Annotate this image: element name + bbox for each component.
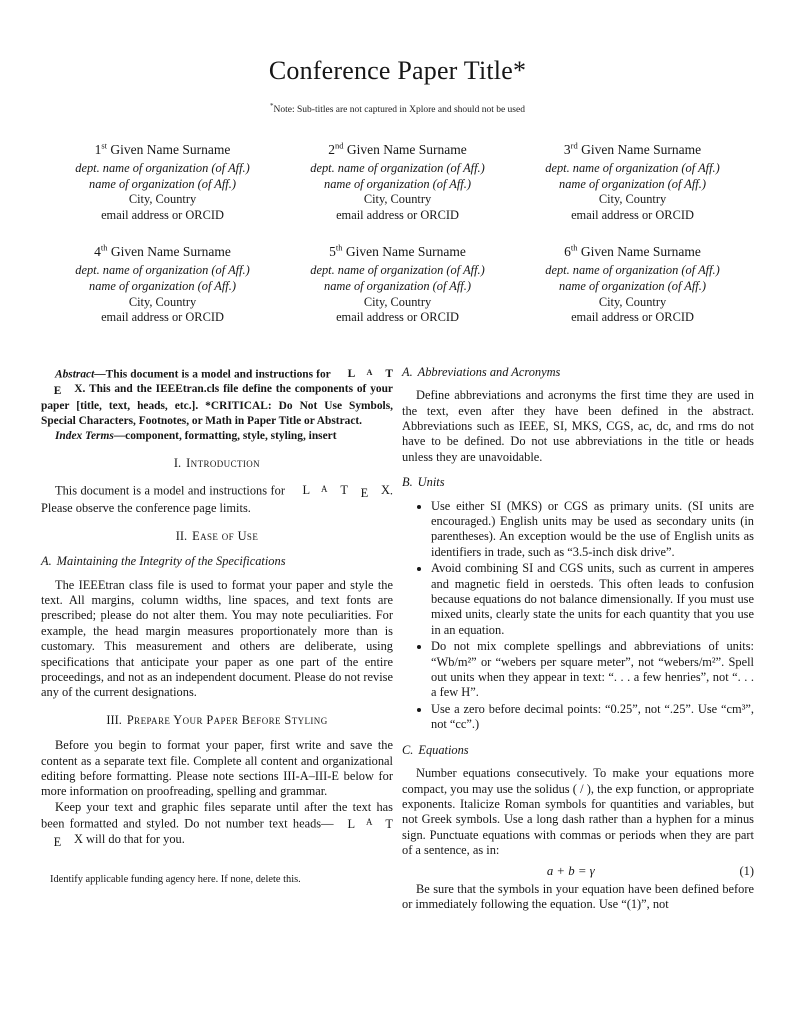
author-name: 3rd Given Name Surname <box>563 140 702 157</box>
author-email: email address or ORCID <box>336 207 459 222</box>
latex-logo: L A TE X <box>53 367 393 398</box>
author-org: name of organization (of Aff.) <box>559 278 706 293</box>
author-city: City, Country <box>363 192 432 207</box>
equations-paragraph-1: Number equations consecutively. To make your equations more compact, you may use the solidus ( / ), the exp function, or appropriate exponents. Italicize Roman symbols for quantities and variables, but not Greek symbols. Use a long dash rather than a hyphen for a minus sign. Punctuate equations with commas or periods when they are part of a sentence, as in: <box>402 766 754 858</box>
author-dept: dept. name of organization (of Aff.) <box>75 161 250 175</box>
prepare-paragraph-1: Before you begin to format your paper, first write and save the content as a separate text file. Complete all content and organizational editing before formatting. Please note sections III-A–III-E below for more information on proofreading, spelling and grammar. <box>41 738 393 799</box>
author-dept: dept. name of organization (of Aff.) <box>310 263 485 278</box>
title-footnote-text: Note: Sub-titles are not captured in Xplore and should not be used <box>273 105 525 115</box>
author-city: City, Country <box>363 294 432 309</box>
units-bullet-list <box>402 499 754 733</box>
intro-paragraph: This document is a model and instructions for L A T E X. Please observe the conference page limits. <box>41 483 393 516</box>
author-dept: dept. name of organization (of Aff.) <box>545 263 720 278</box>
index-terms: Index Terms—component, formatting, style, styling, insert <box>55 430 337 443</box>
title-footnote <box>41 101 754 115</box>
author-name: 6th Given Name Surname <box>564 242 701 260</box>
author-card-4 <box>49 244 276 325</box>
equation-expression: a + b = γ <box>546 863 595 878</box>
units-bullet-item: • Use either SI (MKS) or CGS as primary units. (SI units are encouraged.) English units may be used as secondary units (in parentheses). An exception would be the use of English units as identifiers in trade, such as “3.5-inch disk drive”. <box>431 499 754 561</box>
author-dept: dept. name of organization (of Aff.) <box>75 263 250 278</box>
abstract-label: Abstract <box>55 368 95 381</box>
author-city: City, Country <box>128 294 197 309</box>
equation-number: (1) <box>739 863 754 878</box>
subsection-heading-units: B. Units <box>402 475 445 490</box>
author-email: email address or ORCID <box>101 207 224 222</box>
author-dept: dept. name of organization (of Aff.) <box>545 161 720 175</box>
author-dept: dept. name of organization (of Aff.) <box>310 161 485 175</box>
section-heading-introduction: I. Introduction <box>173 456 261 471</box>
right-column <box>402 365 754 913</box>
author-org: name of organization (of Aff.) <box>324 176 471 191</box>
author-email: email address or ORCID <box>336 310 459 325</box>
author-name: 2nd Given Name Surname <box>328 140 467 157</box>
author-block <box>49 142 746 326</box>
author-email: email address or ORCID <box>101 310 224 325</box>
left-column <box>41 365 393 886</box>
equations-paragraph-2: Be sure that the symbols in your equation have been defined before or immediately following the equation. Use “(1)”, not <box>402 881 754 912</box>
author-email: email address or ORCID <box>571 310 694 325</box>
units-bullet-item: • Avoid combining SI and CGS units, such as current in amperes and magnetic field in oersteds. This often leads to confusion because equations do not balance dimensionally. If you must use mixed units, clearly state the units for each quantity that you use in an equation. <box>431 561 754 638</box>
title-footnote-marker: * <box>270 101 274 110</box>
author-name: 4th Given Name Surname <box>94 242 231 260</box>
author-card-6 <box>519 244 746 325</box>
author-card-1 <box>49 142 276 223</box>
author-org: name of organization (of Aff.) <box>324 278 471 293</box>
author-city: City, Country <box>598 294 667 309</box>
index-terms-label: Index Terms <box>55 430 114 443</box>
author-city: City, Country <box>598 192 667 207</box>
author-card-3 <box>519 142 746 223</box>
units-bullet-item: • Do not mix complete spellings and abbreviations of units: “Wb/m²” or “webers per square meter”, not “webers/m²”. Spell out units when they appear in text: “. . . a few henries”, not “. . . a few H”. <box>431 639 754 701</box>
author-name: 5th Given Name Surname <box>329 242 466 260</box>
abstract: Abstract—This document is a model and instructions for L A TE X. This and the IEEEtran.cls file define the components of your paper [title, text, heads, etc.]. *CRITICAL: Do Not Use Symbols, Special Characters, Footnotes, or Math in Paper Title or Abstract. <box>41 367 393 428</box>
latex-logo: L A T E X <box>302 483 390 500</box>
author-city: City, Country <box>128 192 197 207</box>
subsection-heading-equations: C. Equations <box>402 742 469 757</box>
funding-footnote: Identify applicable funding agency here. If none, delete this. <box>50 874 301 886</box>
author-card-2 <box>284 142 511 223</box>
body-columns <box>41 365 754 913</box>
author-card-5 <box>284 244 511 325</box>
author-name: 1st Given Name Surname <box>94 140 231 157</box>
author-email: email address or ORCID <box>571 207 694 222</box>
author-org: name of organization (of Aff.) <box>89 278 236 293</box>
paper-title: Conference Paper Title* <box>268 56 527 85</box>
abbreviations-paragraph: Define abbreviations and acronyms the first time they are used in the text, even after they have been defined in the abstract. Abbreviations such as IEEE, SI, MKS, CGS, ac, dc, and rms do not have to be defined. Do not use abbreviations in the title or heads unless they are unavoidable. <box>402 388 754 464</box>
author-org: name of organization (of Aff.) <box>89 176 236 191</box>
subsection-heading-abbreviations: A. Abbreviations and Acronyms <box>402 364 561 379</box>
prepare-paragraph-2: Keep your text and graphic files separate until after the text has been formatted and styled. Do not number text heads— L A TE X will do that for you. <box>41 799 393 849</box>
latex-logo: L A TE X <box>53 816 393 849</box>
subsection-heading-maintaining: A. Maintaining the Integrity of the Specifications <box>41 554 286 569</box>
maintaining-paragraph: The IEEEtran class file is used to format your paper and style the text. All margins, column widths, line spaces, and text fonts are prescribed; please do not alter them. You may note peculiarities. For example, the head margin measures proportionately more than is customary. This measurement and others are deliberate, using specifications that anticipate your paper as one part of the entire proceedings, and not as an independent document. Please do not revise any of the current designations. <box>41 577 393 700</box>
author-org: name of organization (of Aff.) <box>559 176 706 191</box>
section-heading-ease-of-use: II. Ease of Use <box>175 528 259 543</box>
equation-1 <box>402 864 754 879</box>
section-heading-prepare: III. Prepare Your Paper Before Styling <box>106 712 328 727</box>
units-bullet-item: • Use a zero before decimal points: “0.25”, not “.25”. Use “cm³”, not “cc”.) <box>431 702 754 733</box>
